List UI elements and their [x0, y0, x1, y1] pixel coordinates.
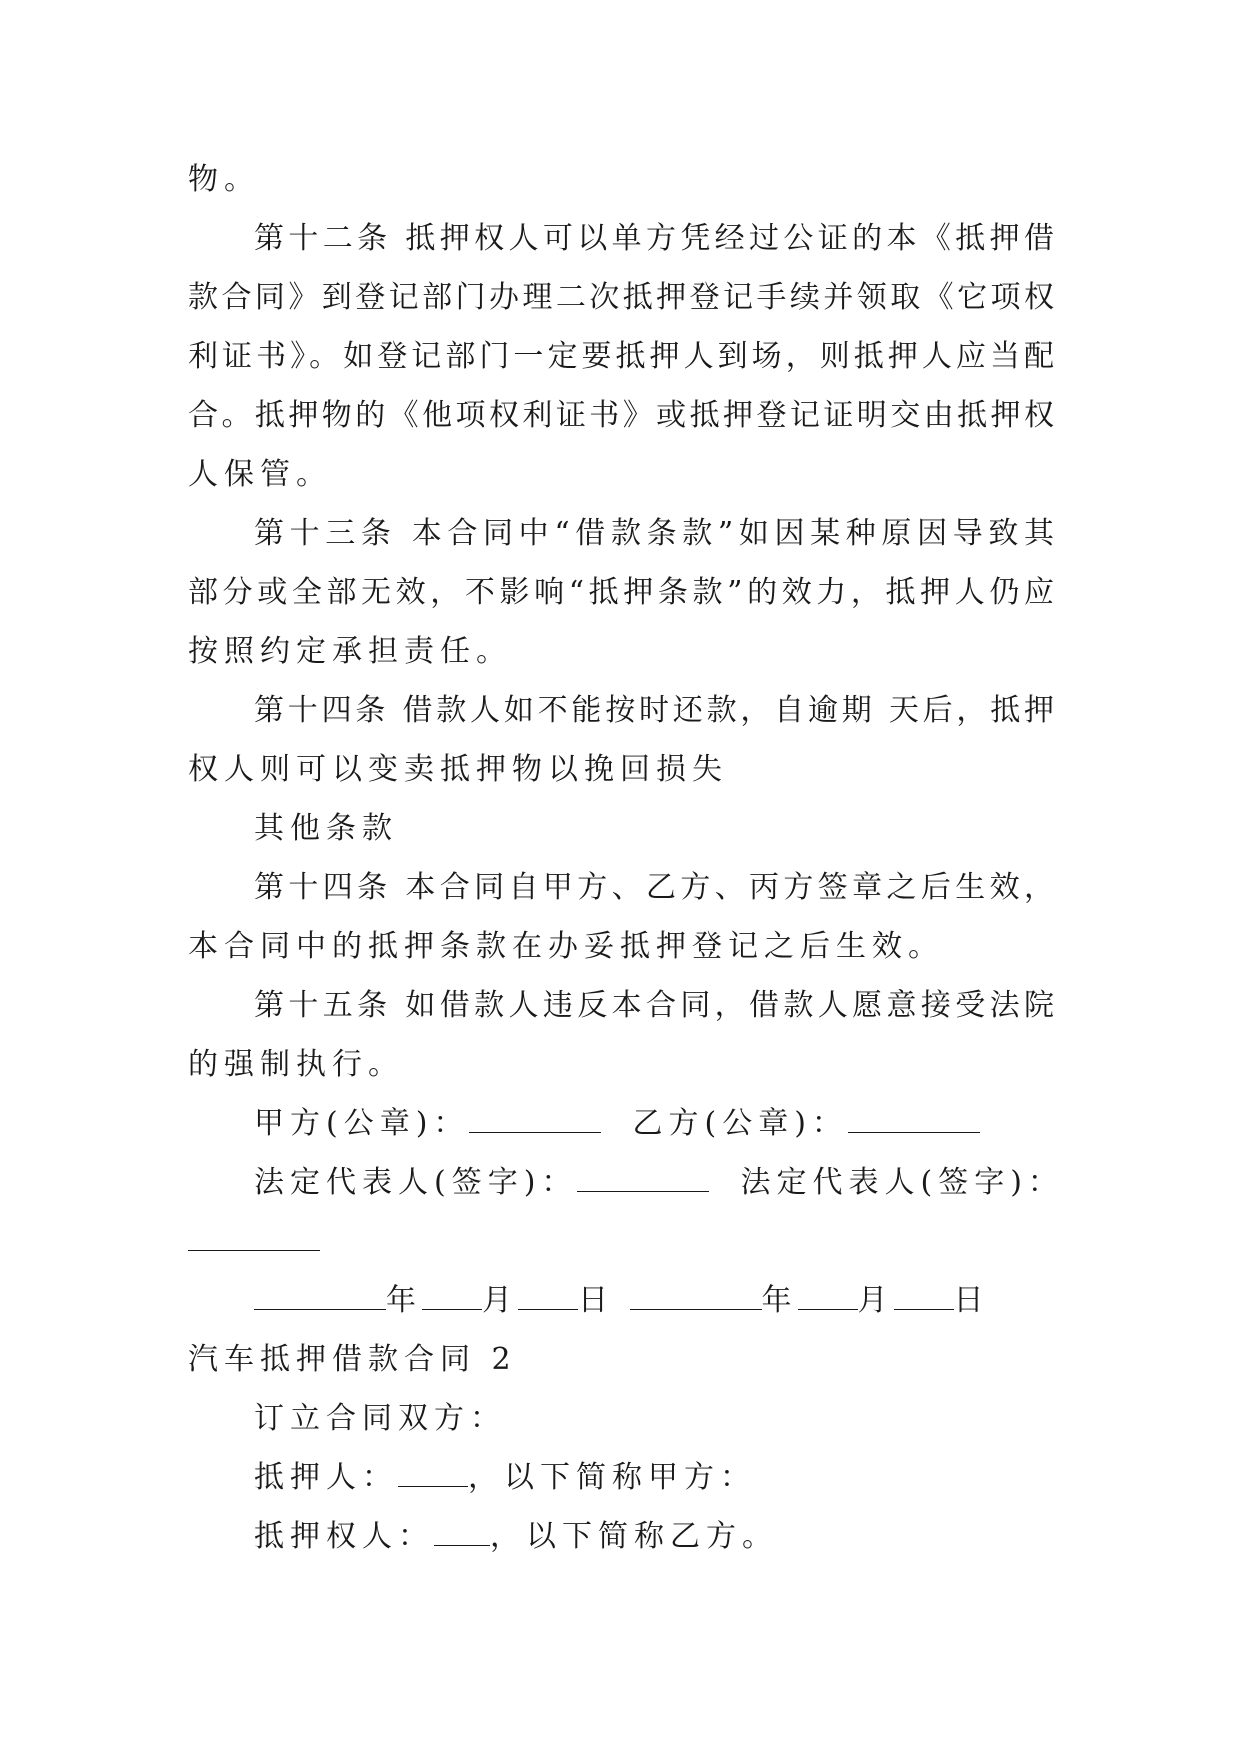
article-12-line: 合。抵押物的《他项权利证书》或抵押登记证明交由抵押权	[188, 398, 1054, 433]
article-14-line: 第十四条 借款人如不能按时还款，自逾期 天后，抵押	[254, 693, 1054, 728]
rep-b-label: 法定代表人(签字)：	[740, 1165, 1064, 1200]
mortgagee-row	[188, 1507, 1054, 1566]
rep-a-label: 法定代表人(签字)：	[254, 1165, 578, 1200]
month-a-blank	[422, 1287, 482, 1310]
date-row	[188, 1271, 1054, 1330]
article-15-line: 的强制执行。	[188, 1047, 404, 1082]
mortgagor-blank	[398, 1464, 468, 1487]
article-12-line: 第十二条 抵押权人可以单方凭经过公证的本《抵押借	[254, 221, 1054, 256]
mortgagor-label: 抵押人：	[254, 1460, 398, 1495]
year-b-label: 年	[761, 1283, 798, 1318]
rep-a-blank	[577, 1169, 709, 1192]
month-b-label: 月	[857, 1283, 894, 1318]
contract-2-title: 汽车抵押借款合同 2	[188, 1342, 517, 1377]
year-b-blank	[630, 1287, 762, 1310]
article-12-line: 人保管。	[188, 457, 332, 492]
month-b-blank	[798, 1287, 858, 1310]
mortgagor-row	[188, 1448, 1054, 1507]
party-a-seal-blank	[469, 1110, 601, 1133]
section-heading-other-terms: 其他条款	[254, 811, 398, 846]
article-15-line: 第十五条 如借款人违反本合同，借款人愿意接受法院	[254, 988, 1054, 1023]
mortgagee-label: 抵押权人：	[254, 1519, 434, 1554]
year-a-blank	[254, 1287, 386, 1310]
article-12-line: 利证书》。如登记部门一定要抵押人到场，则抵押人应当配	[188, 339, 1054, 374]
mortgagee-blank	[434, 1523, 490, 1546]
contract-2-intro: 订立合同双方：	[254, 1401, 506, 1436]
article-13-line: 部分或全部无效，不影响“抵押条款”的效力，抵押人仍应	[188, 575, 1054, 610]
mortgagee-suffix: ，以下简称乙方。	[490, 1519, 778, 1554]
representative-row	[188, 1153, 1064, 1212]
day-b-label: 日	[953, 1283, 990, 1318]
article-13-line: 第十三条 本合同中“借款条款”如因某种原因导致其	[254, 516, 1054, 551]
party-a-seal-label: 甲方(公章)：	[254, 1106, 470, 1141]
rep-b-blank-row	[188, 1212, 1054, 1271]
rep-b-blank	[188, 1228, 320, 1251]
party-b-seal-blank	[848, 1110, 980, 1133]
year-a-label: 年	[386, 1283, 422, 1318]
article-13-line: 按照约定承担责任。	[188, 634, 512, 669]
month-a-label: 月	[482, 1283, 518, 1318]
document-page	[188, 150, 1064, 1566]
mortgagor-suffix: ，以下简称甲方：	[468, 1460, 756, 1495]
paragraph-line: 物。	[188, 162, 260, 197]
day-a-blank	[518, 1287, 578, 1310]
article-14-line: 权人则可以变卖抵押物以挽回损失	[188, 752, 728, 787]
article-14b-line: 本合同中的抵押条款在办妥抵押登记之后生效。	[188, 929, 944, 964]
party-b-seal-label: 乙方(公章)：	[632, 1106, 848, 1141]
article-14b-line: 第十四条 本合同自甲方、乙方、丙方签章之后生效，	[254, 870, 1054, 905]
day-a-label: 日	[578, 1283, 614, 1318]
day-b-blank	[894, 1287, 954, 1310]
article-12-line: 款合同》到登记部门办理二次抵押登记手续并领取《它项权	[188, 280, 1054, 315]
seal-row	[188, 1094, 1054, 1153]
